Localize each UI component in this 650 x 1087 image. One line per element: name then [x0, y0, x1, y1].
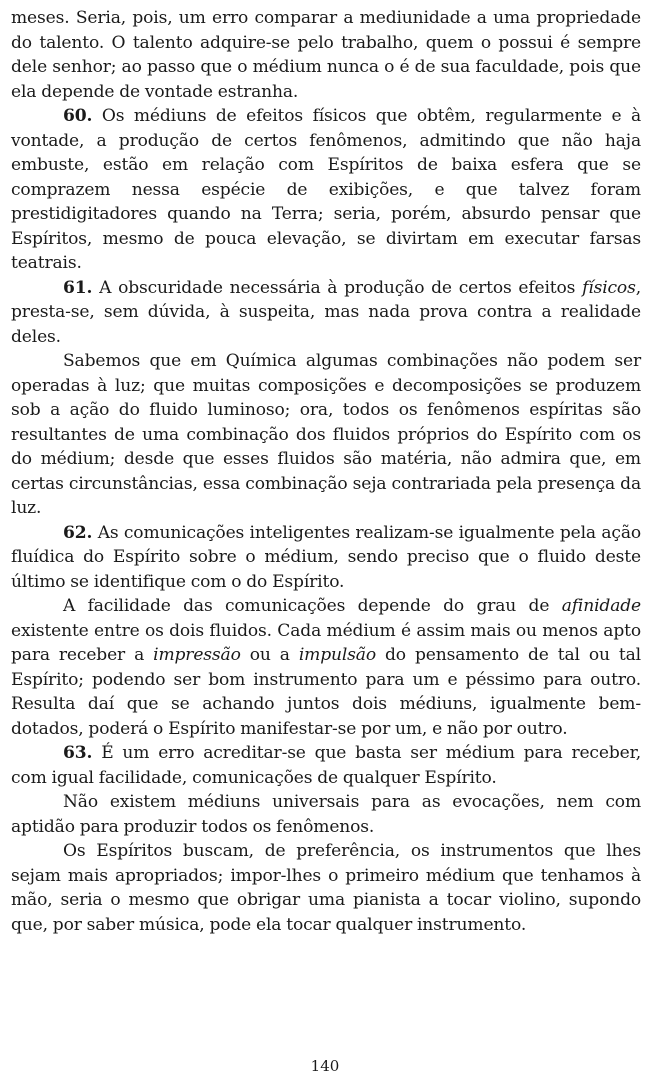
paragraph-number: 61.: [63, 277, 93, 298]
paragraph-text: É um erro acreditar-se que basta ser médium para receber, com igual facilidade, comunicações de qualquer Espírito.: [11, 743, 642, 788]
paragraph-text: Não existem médiuns universais para as evocações, nem com aptidão para produzir todos os fenômenos.: [11, 792, 641, 837]
paragraph-text: A obscuridade necessária à produção de certos efeitos: [99, 277, 576, 298]
paragraph-afinidade: [11, 594, 641, 741]
paragraph-text: Os Espíritos buscam, de preferência, os instrumentos que lhes sejam mais apropriados; impor-lhes o primeiro médium que tenhamos à mão, seria o mesmo que obrigar uma pianista a tocar violino, supondo que, por saber música, pode ela tocar qualquer instrumento.: [11, 841, 641, 935]
italic-term: físicos: [582, 277, 636, 298]
paragraph-text: meses. Seria, pois, um erro comparar a mediunidade a uma propriedade do talento. O talento adquire-se pelo trabalho, quem o possui é sempre dele senhor; ao passo que o médium nunca o é de sua faculdade, pois que ela depende de vontade estranha.: [11, 8, 641, 102]
italic-term: afinidade: [561, 596, 641, 616]
page-number: 140: [310, 1057, 340, 1075]
paragraph-text: A facilidade das comunicações depende do grau de: [63, 596, 550, 616]
paragraph-63: [11, 741, 641, 790]
paragraph-continuation: [11, 6, 641, 104]
paragraph-60: [11, 104, 641, 276]
paragraph-text: Sabemos que em Química algumas combinações não podem ser operadas à luz; que muitas composições e decomposições se produzem sob a ação do fluido luminoso; ora, todos os fenômenos espíritas são resultantes de uma combinação dos fluidos próprios do Espírito com os do médium; desde que esses fluidos são matéria, não admira que, em certas circunstâncias, essa combinação seja contrariada pela presença da luz.: [11, 351, 641, 518]
paragraph-61: [11, 276, 641, 350]
paragraph-quimica: [11, 349, 641, 521]
italic-term: impressão: [153, 645, 241, 665]
italic-term: impulsão: [298, 645, 376, 665]
paragraph-text: ou a: [249, 645, 290, 665]
book-page: [11, 6, 641, 937]
paragraph-text: Os médiuns de efeitos físicos que obtêm, regularmente e à vontade, a produção de certos fenômenos, admitindo que não haja embuste, estão em relação com Espíritos de baixa esfera que se comprazem nessa espécie de exibições, e que talvez foram prestidigitadores quando na Terra; seria, porém, absurdo pensar que Espíritos, mesmo de pouca elevação, se divirtam em executar farsas teatrais.: [11, 106, 641, 273]
paragraph-text: do pensamento de tal ou tal Espírito; podendo ser bom instrumento para um e péssimo para outro. Resulta daí que se achando juntos dois médiuns, igualmente bem-dotados, poderá o Espírito manifestar-se por um, e não por outro.: [11, 645, 641, 739]
paragraph-text: existente entre os dois fluidos. Cada médium é assim mais ou menos apto para receber a: [11, 620, 641, 665]
paragraph-text: As comunicações inteligentes realizam-se igualmente pela ação fluídica do Espírito sobre o médium, sendo preciso que o fluido deste último se identifique com o do Espírito.: [11, 522, 641, 592]
paragraph-number: 63.: [63, 743, 93, 763]
paragraph-text: , presta-se, sem dúvida, à suspeita, mas nada prova contra a realidade deles.: [11, 277, 641, 347]
paragraph-number: 62.: [63, 522, 93, 543]
paragraph-instrumentos: [11, 839, 641, 937]
paragraph-universais: [11, 790, 641, 839]
paragraph-number: 60.: [63, 106, 93, 126]
paragraph-62: [11, 521, 641, 595]
